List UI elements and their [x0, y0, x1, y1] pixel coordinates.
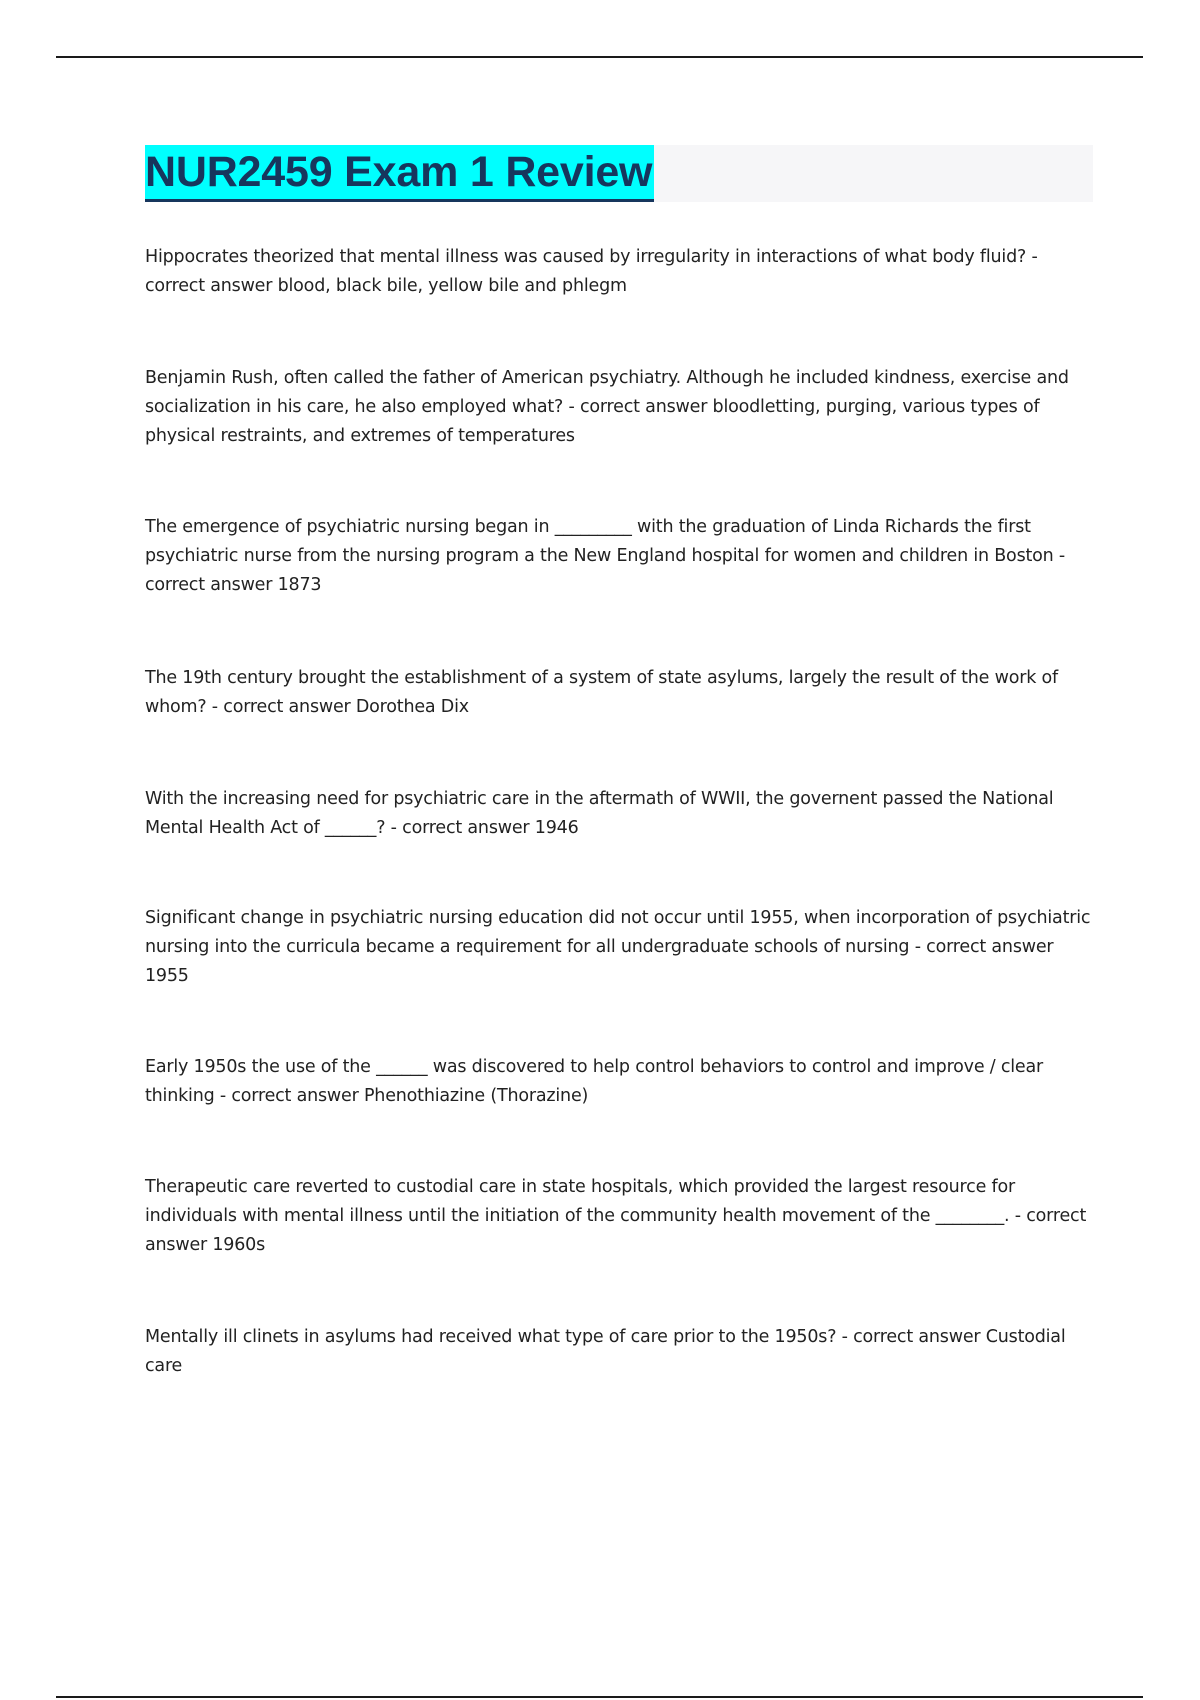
top-divider: [56, 56, 1143, 58]
qa-item-3: The emergence of psychiatric nursing began in _________ with the graduation of Linda Richards the first psychiatric nurse from the nursing program a the New England hospital for women and children in Boston - correct answer 1873: [145, 517, 1066, 595]
document-title: NUR2459 Exam 1 Review: [145, 145, 654, 202]
bottom-divider: [56, 1696, 1143, 1698]
qa-item-6: Significant change in psychiatric nursing education did not occur until 1955, when incorporation of psychiatric nursing into the curricula became a requirement for all undergraduate schools of nursing - correct answer 1955: [145, 908, 1091, 986]
qa-item-7: Early 1950s the use of the ______ was discovered to help control behaviors to control and improve / clear thinking - correct answer Phenothiazine (Thorazine): [145, 1057, 1043, 1106]
qa-item-1: Hippocrates theorized that mental illness was caused by irregularity in interactions of what body fluid? - correct answer blood, black bile, yellow bile and phlegm: [145, 247, 1038, 296]
qa-item-4: The 19th century brought the establishment of a system of state asylums, largely the result of the work of whom? - correct answer Dorothea Dix: [145, 668, 1058, 717]
qa-item-8: Therapeutic care reverted to custodial care in state hospitals, which provided the largest resource for individuals with mental illness until the initiation of the community health movement of the ________. - correct answer 1960s: [145, 1177, 1087, 1255]
qa-item-2: Benjamin Rush, often called the father of American psychiatry. Although he included kindness, exercise and socialization in his care, he also employed what? - correct answer bloodletting, purging, various types of physical restraints, and extremes of temperatures: [145, 368, 1069, 446]
qa-item-9: Mentally ill clinets in asylums had received what type of care prior to the 1950s? - correct answer Custodial care: [145, 1327, 1066, 1376]
qa-item-5: With the increasing need for psychiatric care in the aftermath of WWII, the governent passed the National Mental Health Act of ______? - correct answer 1946: [145, 789, 1054, 838]
